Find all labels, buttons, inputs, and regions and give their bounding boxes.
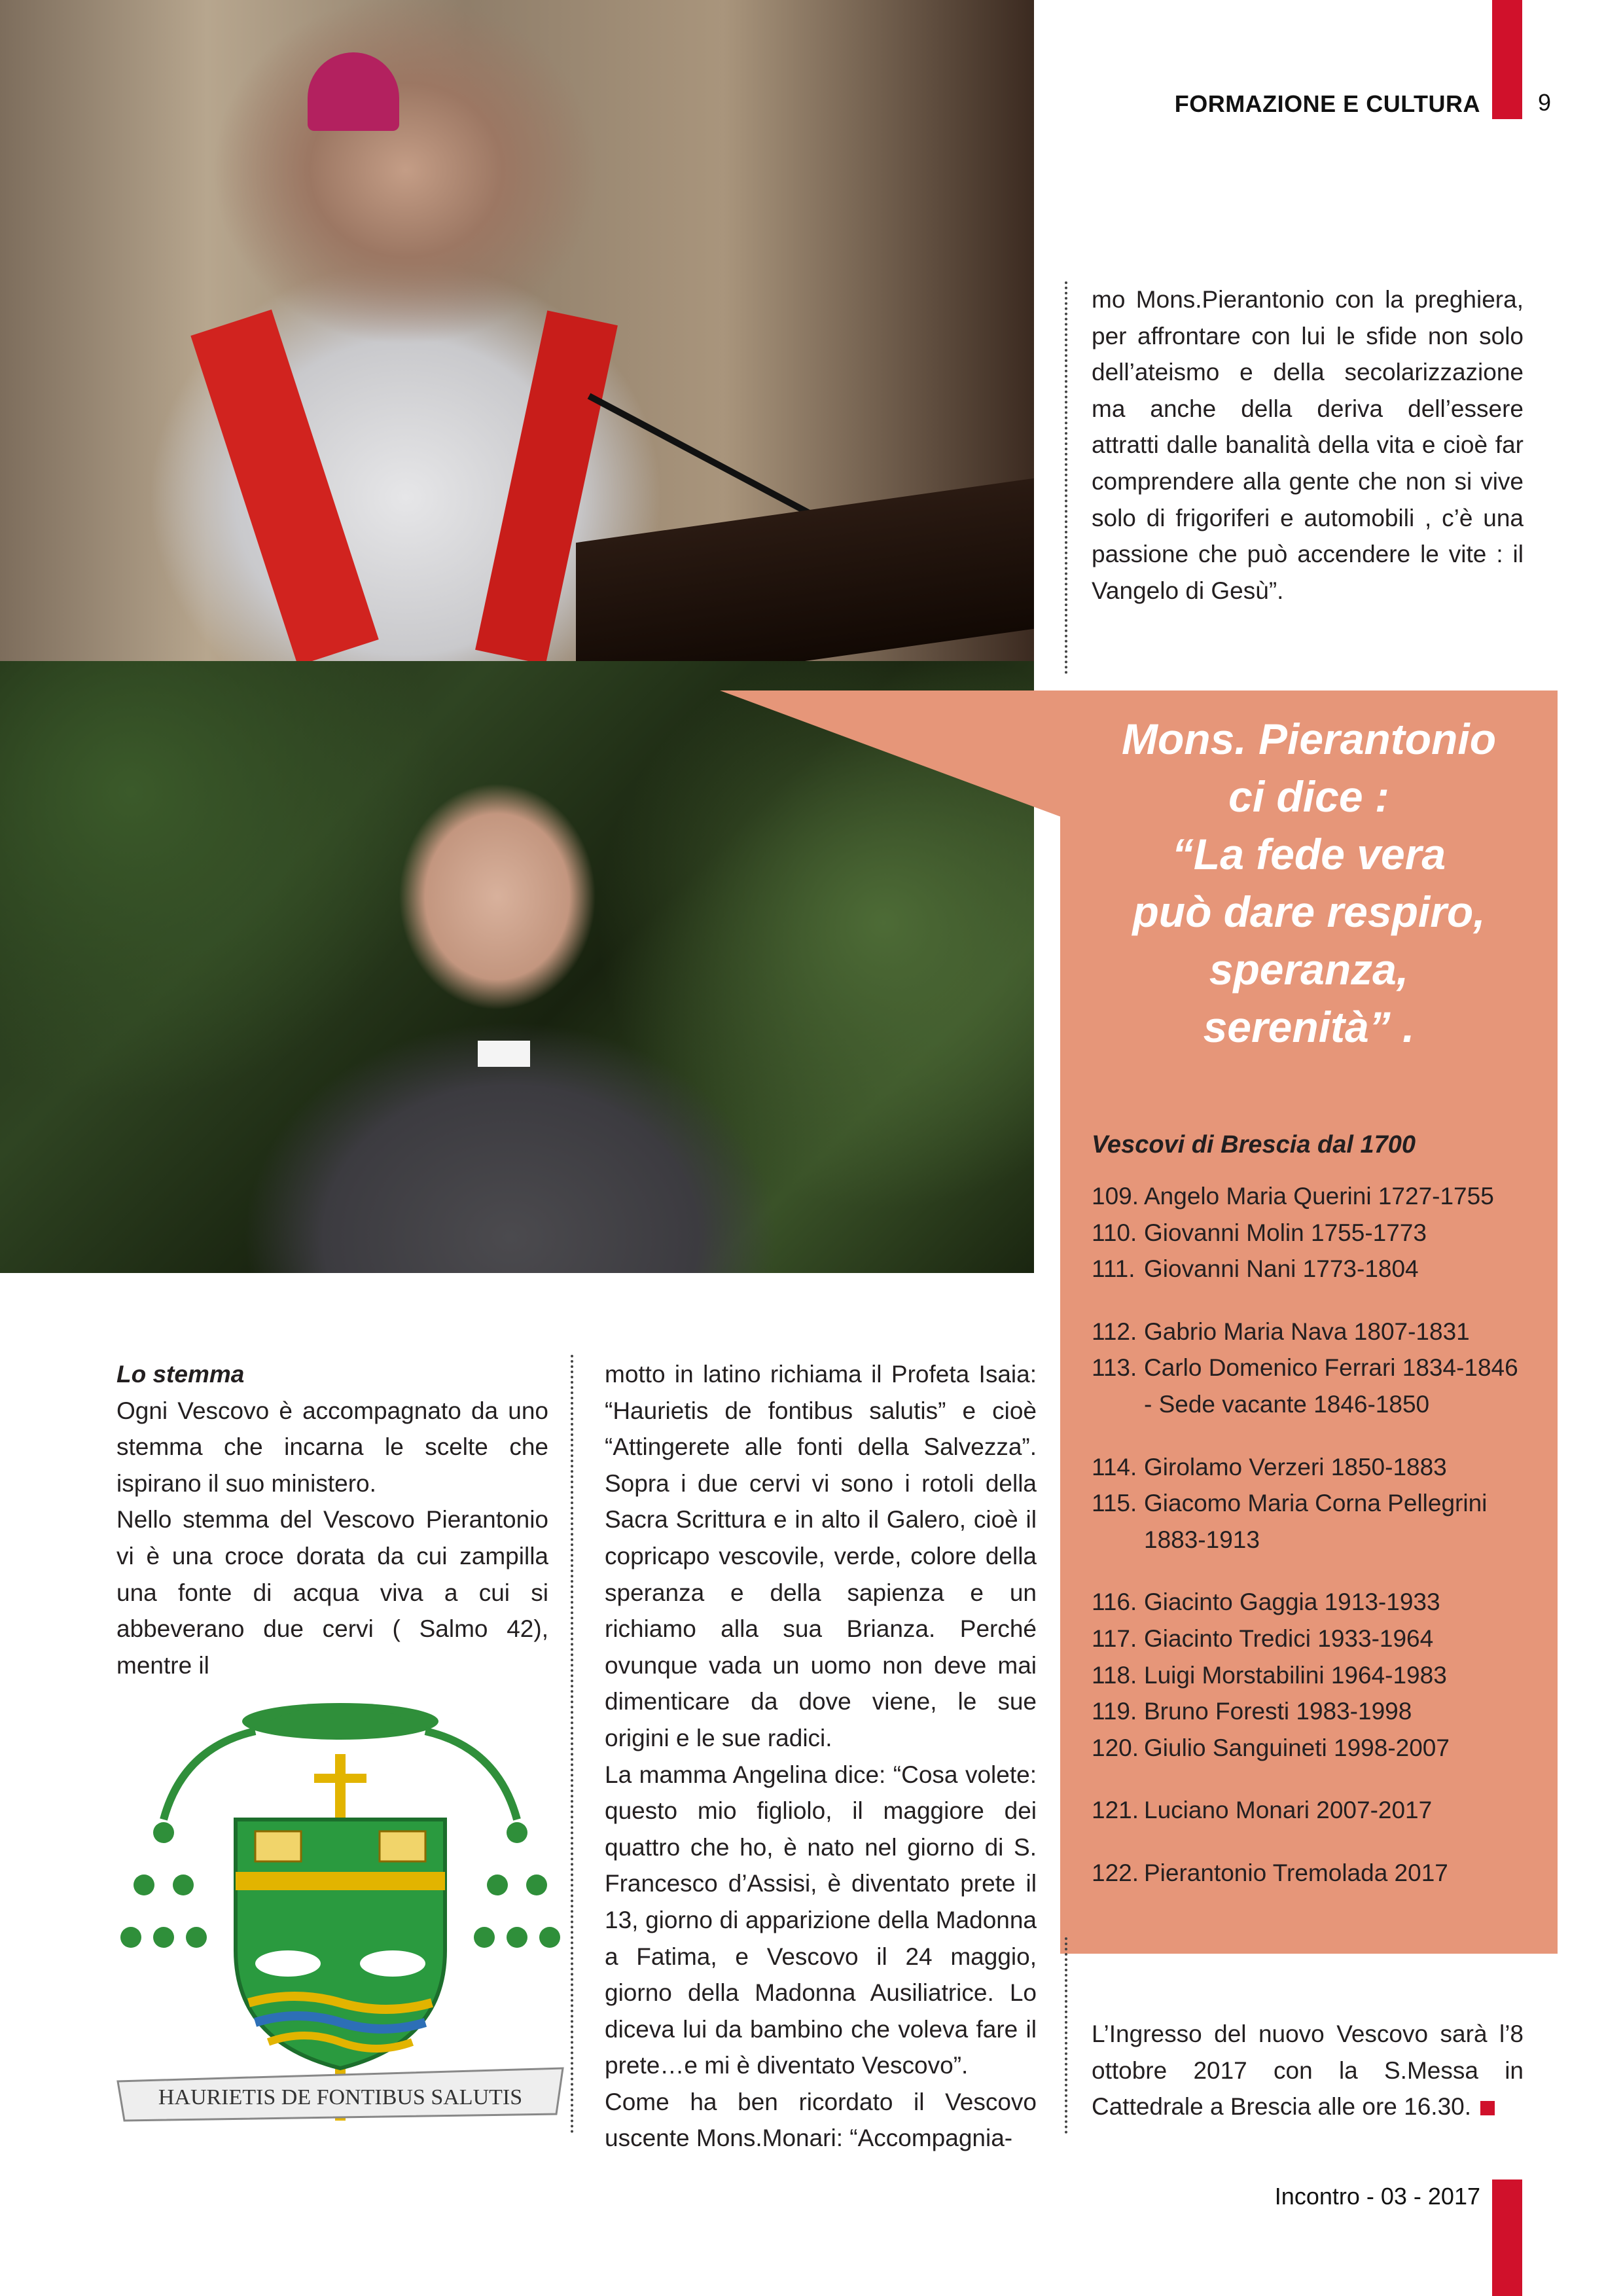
page-number: 9 [1538, 89, 1552, 116]
bishops-list-heading: Vescovi di Brescia dal 1700 [1092, 1131, 1416, 1158]
bishop-number: 113. [1092, 1354, 1137, 1382]
clerical-collar-shape [478, 1041, 530, 1067]
bishop-list-item [1092, 1657, 1524, 1694]
quote-line: Mons. Pierantonio [1121, 715, 1497, 763]
bishop-list-item [1092, 1584, 1524, 1621]
bishop-list-item [1092, 1215, 1524, 1251]
bishop-list-item [1092, 1314, 1524, 1350]
bishop-number: 110. [1092, 1219, 1137, 1246]
zucchetto-shape [308, 52, 399, 131]
bishop-list-item [1092, 1693, 1524, 1730]
pull-quote [1073, 710, 1544, 1056]
article-closing [1092, 2016, 1524, 2125]
bishop-list-item [1092, 1792, 1524, 1829]
bishop-name: Gabrio Maria Nava 1807-1831 [1144, 1318, 1470, 1345]
bishop-number: 112. [1092, 1318, 1137, 1345]
end-mark-icon [1480, 2101, 1495, 2115]
quote-line: speranza, [1209, 945, 1409, 994]
bishop-list-item [1092, 1449, 1524, 1486]
bishop-list-item [1092, 1251, 1524, 1287]
bishop-name: Giulio Sanguineti 1998-2007 [1144, 1734, 1450, 1761]
paragraph: mo Mons.Pierantonio con la preghiera, per affrontare con lui le sfide non solo dell’ateismo e della secolarizzazione ma anche della deriva dell’essere attratti dalle banalità della vita e cioè far comprendere alla gente che non si vive solo di frigoriferi e automobili , c’è una passione che può accendere le vite : il Vangelo di Gesù”. [1092, 286, 1524, 604]
coat-of-arms [105, 1676, 576, 2134]
bishop-number: 121. [1092, 1797, 1139, 1824]
bishop-name: Giovanni Nani 1773-1804 [1144, 1255, 1419, 1283]
paragraph: motto in latino richiama il Profeta Isaia: “Haurietis de fontibus salutis” e cioè “Attingerete alle fonti della Salvezza”. Sopra i due cervi vi sono i rotoli della Sacra Scrittura e in alto il Galero, cioè il copricapo vescovile, verde, colore della speranza e della sapienza e un richiamo alla sua Brianza. Perché ovunque vada un uomo non deve mai dimenticare da dove viene, le sue origini e le sue radici. [605, 1361, 1037, 1751]
bishop-name: Pierantonio Tremolada 2017 [1144, 1859, 1448, 1886]
bishop-number: 116. [1092, 1588, 1137, 1616]
footer-red-bar [1492, 2179, 1522, 2296]
article-column-middle [605, 1356, 1037, 2157]
bishop-list-item [1092, 1621, 1524, 1657]
bishop-name: Luigi Morstabilini 1964-1983 [1144, 1661, 1447, 1689]
bishop-number: 118. [1092, 1661, 1137, 1689]
bishop-name: Giacomo Maria Corna Pellegrini 1883-1913 [1144, 1490, 1488, 1553]
quote-line: può dare respiro, [1132, 888, 1486, 936]
bishop-list-item [1092, 1350, 1524, 1422]
quote-line: serenità” . [1203, 1003, 1415, 1051]
section-title: FORMAZIONE E CULTURA [1174, 90, 1480, 117]
column-divider [1065, 1937, 1067, 2134]
bishop-name: Luciano Monari 2007-2017 [1144, 1797, 1433, 1824]
bishop-name: Girolamo Verzeri 1850-1883 [1144, 1453, 1447, 1480]
bishop-number: 111. [1092, 1255, 1135, 1283]
paragraph: Ogni Vescovo è accompagnato da uno stemma che incarna le scelte che ispirano il suo ministero. [116, 1397, 548, 1497]
bishop-list-item [1092, 1178, 1524, 1215]
bishops-list [1092, 1178, 1524, 1892]
header-red-bar [1492, 0, 1522, 119]
bishop-number: 120. [1092, 1734, 1139, 1761]
paragraph: La mamma Angelina dice: “Cosa volete: questo mio figliolo, il maggiore dei quattro che ho, è nato nel giorno di S. Francesco d’Assisi, è diventato prete il 13, giorno di apparizione della Madonna a Fatima, e Vescovo il 24 maggio, giorno della Madonna Ausiliatrice. Lo diceva lui da bambino che voleva fare il prete…e mi è diventato Vescovo”. [605, 1761, 1037, 2079]
article-column-left [116, 1356, 548, 1683]
bishop-name: Giovanni Molin 1755-1773 [1144, 1219, 1427, 1246]
bishop-number: 117. [1092, 1624, 1137, 1652]
pulpit-shape [576, 478, 1034, 661]
bishop-number: 114. [1092, 1453, 1137, 1480]
closing-paragraph: L’Ingresso del nuovo Vescovo sarà l’8 ottobre 2017 con la S.Messa in Cattedrale a Brescia alle ore 16.30. [1092, 2020, 1524, 2121]
speech-bubble-pointer [720, 691, 1073, 821]
photo-bishop-at-pulpit [0, 0, 1034, 661]
bishop-list-item [1092, 1855, 1524, 1892]
paragraph: Come ha ben ricordato il Vescovo uscente Mons.Monari: “Accompagnia- [605, 2088, 1037, 2152]
paragraph: Nello stemma del Vescovo Pierantonio vi è una croce dorata da cui zampilla una fonte di acqua viva a cui si abbeverano due cervi ( Salmo 42), mentre il [116, 1506, 548, 1679]
column-divider [1065, 281, 1067, 674]
bishop-number: 115. [1092, 1490, 1137, 1517]
quote-line: “La fede vera [1171, 830, 1446, 878]
footer-issue: Incontro - 03 - 2017 [1274, 2183, 1480, 2210]
bishop-number: 109. [1092, 1183, 1139, 1210]
bishop-list-item [1092, 1485, 1524, 1558]
bishop-number: 119. [1092, 1698, 1137, 1725]
quote-line: ci dice : [1228, 772, 1389, 821]
bishop-name: Giacinto Tredici 1933-1964 [1144, 1624, 1434, 1652]
bishop-name: Carlo Domenico Ferrari 1834-1846 - Sede vacante 1846-1850 [1144, 1354, 1518, 1418]
bishop-number: 122. [1092, 1859, 1139, 1886]
bishop-name: Giacinto Gaggia 1913-1933 [1144, 1588, 1440, 1616]
red-stole-shape [190, 310, 378, 661]
stemma-heading: Lo stemma [116, 1361, 245, 1388]
article-text-continued [1092, 281, 1524, 609]
coat-of-arms-motto: HAURIETIS DE FONTIBUS SALUTIS [158, 2085, 523, 2109]
bishop-list-item [1092, 1730, 1524, 1767]
bishop-name: Bruno Foresti 1983-1998 [1144, 1698, 1412, 1725]
bishop-name: Angelo Maria Querini 1727-1755 [1144, 1183, 1494, 1210]
